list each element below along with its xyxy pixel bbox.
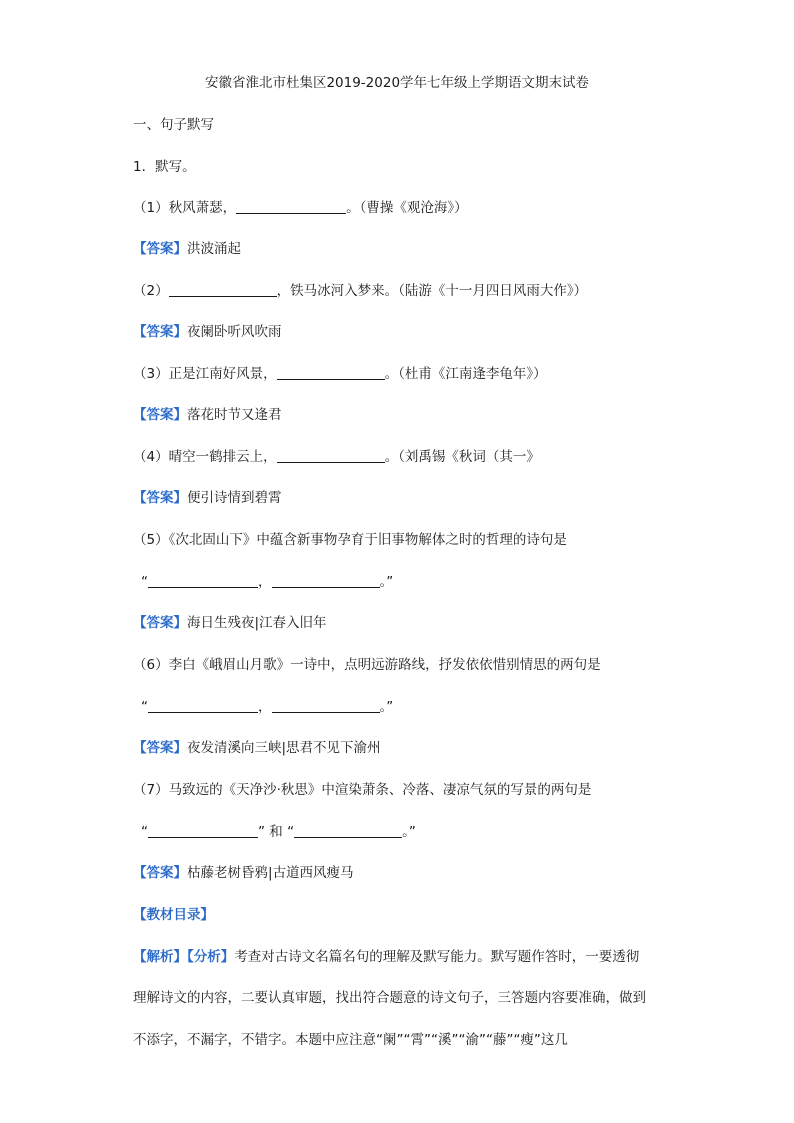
doc-title: 安徽省淮北市杜集区2019-2020学年七年级上学期语文期末试卷 — [204, 75, 590, 91]
question-item-1 — [133, 198, 468, 218]
textbook-tag: 【教材目录】 — [133, 907, 214, 923]
answer-3 — [133, 405, 282, 425]
answer-text: 海日生残夜|江春入旧年 — [187, 615, 327, 631]
question-item-7: （7）马致远的《天净沙·秋思》中渲染萧条、冷落、凄凉气氛的写景的两句是 — [133, 782, 592, 798]
quote-open: “ — [141, 574, 148, 590]
quote-close: 。” — [379, 574, 394, 590]
quote-open: “ — [141, 699, 148, 715]
answer-1 — [133, 239, 241, 259]
answer-tag: 【答案】 — [133, 241, 187, 257]
separator: ” 和 “ — [258, 824, 295, 840]
answer-tag: 【答案】 — [133, 740, 187, 756]
answer-tag: 【答案】 — [133, 615, 187, 631]
answer-7 — [133, 863, 354, 883]
analysis-line-1 — [133, 947, 639, 967]
question-item-4 — [133, 447, 540, 467]
item-prefix: （1）秋风萧瑟， — [133, 200, 237, 216]
answer-text: 洪波涌起 — [187, 241, 241, 257]
separator: ， — [258, 574, 272, 590]
separator: ， — [258, 699, 272, 715]
answer-blank — [294, 823, 402, 838]
answer-4 — [133, 488, 282, 508]
answer-blank — [148, 823, 258, 838]
answer-text: 便引诗情到碧霄 — [187, 490, 282, 506]
blank-line-5 — [141, 572, 393, 592]
answer-text: 落花时节又逢君 — [187, 407, 282, 423]
answer-blank — [272, 573, 380, 588]
answer-6 — [133, 738, 381, 758]
quote-open: “ — [141, 824, 148, 840]
answer-text: 夜阑卧听风吹雨 — [187, 324, 282, 340]
blank-line-7 — [141, 822, 416, 842]
blank-line-6 — [141, 697, 393, 717]
answer-text: 枯藤老树昏鸦|古道西风瘦马 — [187, 865, 354, 881]
question-1: 1．默写。 — [133, 159, 196, 175]
item-suffix: 。（曹操《观沧海》） — [346, 200, 468, 216]
analysis-line-3: 不添字，不漏字，不错字。本题中应注意“阑”“霄”“溪”“渝”“藤”“瘦”这几 — [133, 1032, 568, 1048]
question-item-5: （5）《次北固山下》中蕴含新事物孕育于旧事物解体之时的哲理的诗句是 — [133, 532, 567, 548]
answer-5 — [133, 613, 327, 633]
item-prefix: （2） — [133, 283, 169, 299]
answer-tag: 【答案】 — [133, 407, 187, 423]
item-prefix: （4）晴空一鹤排云上， — [133, 449, 277, 465]
answer-blank — [236, 199, 346, 214]
answer-blank — [148, 698, 258, 713]
question-item-3 — [133, 364, 547, 384]
answer-tag: 【答案】 — [133, 865, 187, 881]
question-item-2 — [133, 281, 587, 301]
analysis-tag: 【解析】【分析】 — [133, 949, 235, 965]
answer-2 — [133, 322, 282, 342]
section-heading: 一、句子默写 — [133, 117, 214, 133]
answer-blank — [277, 448, 385, 463]
question-item-6: （6）李白《峨眉山月歌》一诗中，点明远游路线，抒发依依惜别情思的两句是 — [133, 657, 601, 673]
quote-close: 。” — [379, 699, 394, 715]
item-suffix: 。（杜甫《江南逢李龟年》） — [384, 366, 547, 382]
analysis-text: 考查对古诗文名篇名句的理解及默写能力。默写题作答时，一要透彻 — [234, 949, 640, 965]
answer-tag: 【答案】 — [133, 490, 187, 506]
answer-blank — [148, 573, 258, 588]
analysis-line-2: 理解诗文的内容，二要认真审题，找出符合题意的诗文句子，三答题内容要准确，做到 — [133, 990, 646, 1006]
answer-tag: 【答案】 — [133, 324, 187, 340]
answer-blank — [277, 365, 385, 380]
item-suffix: ，铁马冰河入梦来。（陆游《十一月四日风雨大作》） — [276, 283, 588, 299]
quote-close: 。” — [402, 824, 416, 840]
item-prefix: （3）正是江南好风景， — [133, 366, 277, 382]
item-suffix: 。（刘禹锡《秋词（其一》 — [384, 449, 540, 465]
answer-blank — [169, 282, 277, 297]
answer-text: 夜发清溪向三峡|思君不见下渝州 — [187, 740, 381, 756]
answer-blank — [272, 698, 380, 713]
